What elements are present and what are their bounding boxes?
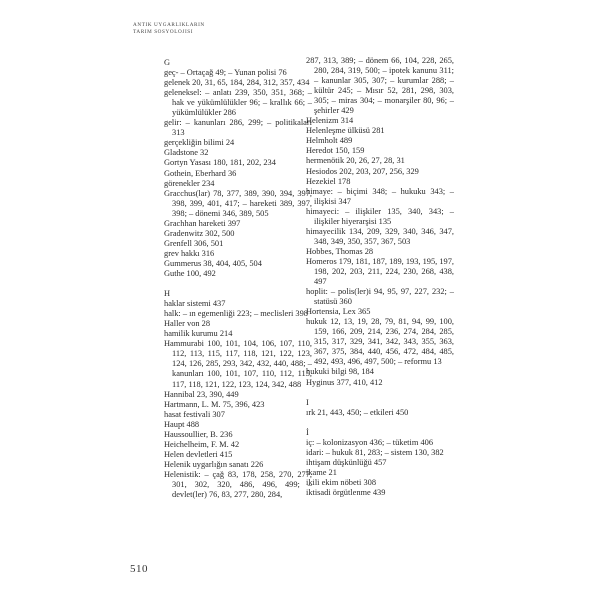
index-entry: Gortyn Yasası 180, 181, 202, 234 [164, 158, 276, 168]
index-entry: Haussoullier, B. 236 [164, 429, 233, 439]
index-entry: Helenik uygarlığın sanatı 226 [164, 459, 264, 469]
index-entry: Hortensia, Lex 365 [306, 307, 371, 317]
index-entry: halk: – ın egemenliği 223; – meclisleri 398 [164, 309, 308, 319]
index-entry: Helenleşme ülküsü 281 [306, 126, 385, 136]
index-entry: Hobbes, Thomas 28 [306, 246, 374, 256]
section-gap [306, 388, 454, 398]
index-entry: ırk 21, 443, 450; – etkileri 450 [306, 407, 409, 417]
index-entry: Helenistik: – çağ 83, 178, 258, 270, 277, 301, 302, 320, 486, 496, 499; – devlet(ler) 76, 83, 277, 280, 284, [164, 469, 312, 500]
index-entry: hukuk 12, 13, 19, 28, 79, 81, 94, 99, 100, 159, 166, 209, 214, 236, 274, 284, 285, 315, 317, 329, 341, 342, 343, 355, 363, 367, 375, 384, 440, 456, 472, 484, 485, 492, 493, 496, 497, 500; – reformu 13 [306, 317, 454, 367]
section-letter: I [306, 397, 309, 407]
index-entry: hamilik kurumu 214 [164, 329, 233, 339]
index-entry: Homeros 179, 181, 187, 189, 193, 195, 197, 198, 202, 203, 211, 224, 230, 268, 438, 497 [306, 256, 454, 287]
section-gap [306, 418, 454, 428]
index-entry: Hesiodos 202, 203, 207, 256, 329 [306, 166, 419, 176]
running-header-line1: ANTIK UYGARLIKLARIN [133, 22, 205, 28]
section-letter: H [164, 289, 171, 299]
index-entry: Hammurabi 100, 101, 104, 106, 107, 110, 112, 113, 115, 117, 118, 121, 122, 123, 124, 126, 285, 293, 342, 432, 440, 488; – kanunları 100, 101, 107, 110, 112, 115, 117, 118, 121, 122, 123, 124, 342, 488 [164, 339, 312, 389]
index-entry: grev hakkı 316 [164, 248, 215, 258]
index-entry: himayeci: – ilişkiler 135, 340, 343; – ilişkiler hiyerarşisi 135 [306, 206, 454, 226]
index-entry: Haupt 488 [164, 419, 200, 429]
index-entry: geç- – Ortaçağ 49; – Yunan polisi 76 [164, 68, 287, 78]
index-entry: Gothein, Eberhard 36 [164, 168, 237, 178]
index-entry: himaye: – biçimi 348; – hukuku 343; – ilişkisi 347 [306, 186, 454, 206]
index-entry: Hyginus 377, 410, 412 [306, 377, 383, 387]
index-entry: idari: – hukuk 81, 283; – sistem 130, 382 [306, 447, 444, 457]
index-entry: iç: – kolonizasyon 436; – tüketim 406 [306, 437, 434, 447]
page-number: 510 [130, 563, 148, 575]
index-entry: 287, 313, 389; – dönem 66, 104, 228, 265, 280, 284, 319, 500; – ipotek kanunu 311; – kanunlar 305, 307; – kurumlar 288; – kültür 245; – Mısır 52, 281, 298, 303, 305; – miras 304; – monarşiler 80, 96; – şehirler 429 [306, 56, 454, 116]
index-entry: geleneksel: – anlatı 239, 350, 351, 368; – hak ve yükümlülükler 96; – krallık 66; – yükümlülükler 286 [164, 88, 312, 118]
index-entry: hermenötik 20, 26, 27, 28, 31 [306, 156, 405, 166]
index-entry: Haller von 28 [164, 319, 211, 329]
index-entry: Gradenwitz 302, 500 [164, 228, 235, 238]
index-entry: Helenizm 314 [306, 116, 354, 126]
index-entry: Helen devletleri 415 [164, 449, 233, 459]
index-entry: ikili ekim nöbeti 308 [306, 477, 377, 487]
section-gap [164, 279, 312, 289]
index-entry: hukuki bilgi 98, 184 [306, 367, 374, 377]
index-entry: gelenek 20, 31, 65, 184, 284, 312, 357, 434 [164, 78, 310, 88]
index-entry: ihtişam düşkünlüğü 457 [306, 457, 387, 467]
index-entry: iktisadi örgütlenme 439 [306, 488, 386, 498]
index-entry: Gummerus 38, 404, 405, 504 [164, 258, 262, 268]
index-entry: ikame 21 [306, 467, 337, 477]
index-entry: Hannibal 23, 390, 449 [164, 389, 239, 399]
section-letter: İ [306, 427, 309, 437]
index-entry: Hartmann, L. M. 75, 396, 423 [164, 399, 265, 409]
index-entry: Gracchus(lar) 78, 377, 389, 390, 394, 397, 398, 399, 401, 417; – hareketi 389, 397, 398; – dönemi 346, 389, 505 [164, 188, 312, 218]
index-entry: Hezekiel 178 [306, 176, 351, 186]
index-entry: Grachhan hareketi 397 [164, 218, 241, 228]
index-entry: görenekler 234 [164, 178, 215, 188]
index-entry: Grenfell 306, 501 [164, 238, 224, 248]
running-header-line2: TARIM SOSYOLOJISI [133, 28, 194, 35]
index-entry: gelir: – kanunları 286, 299; – politikaları 313 [164, 118, 312, 138]
index-entry: Heichelheim, F. M. 42 [164, 439, 240, 449]
index-entry: Gladstone 32 [164, 148, 209, 158]
index-entry: Guthe 100, 492 [164, 268, 216, 278]
running-header [133, 22, 205, 35]
index-column-left [164, 58, 312, 500]
index-entry: hasat festivali 307 [164, 409, 225, 419]
index-column-right [306, 56, 454, 498]
index-entry: Heredot 150, 159 [306, 146, 365, 156]
index-entry: hoplit: – polis(ler)i 94, 95, 97, 227, 232; – statüsü 360 [306, 287, 454, 307]
index-entry: himayecilik 134, 209, 329, 340, 346, 347, 348, 349, 350, 357, 367, 503 [306, 226, 454, 246]
index-entry: Helmholt 489 [306, 136, 353, 146]
index-entry: gerçekliğin bilimi 24 [164, 138, 235, 148]
section-letter: G [164, 58, 171, 67]
index-entry: haklar sistemi 437 [164, 299, 226, 309]
